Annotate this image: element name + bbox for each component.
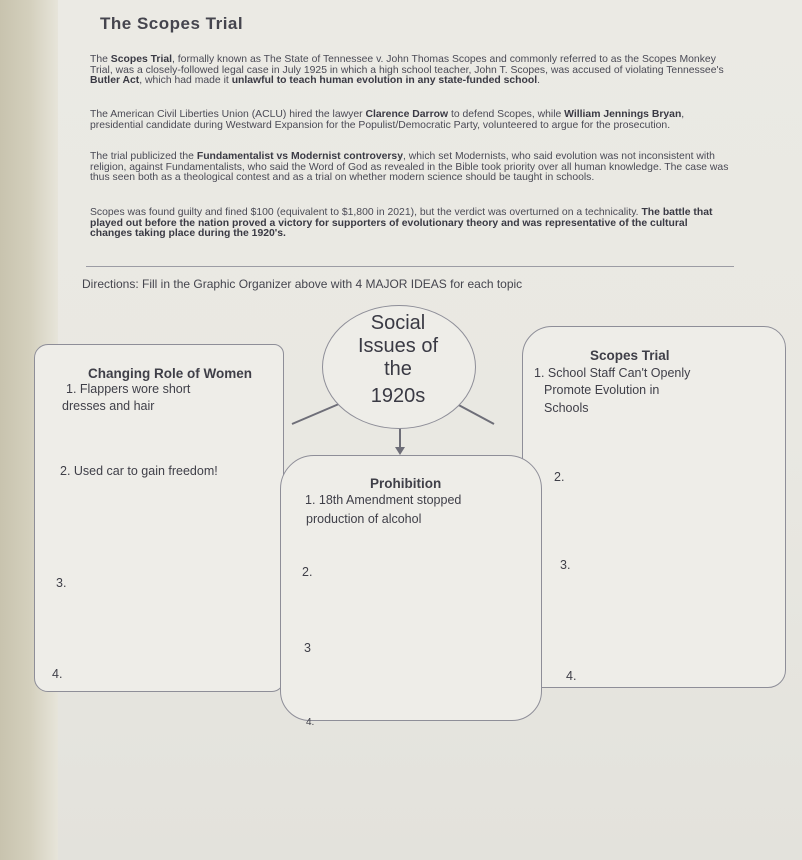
right-item-1-line-1: 1. School Staff Can't Openly [534, 366, 691, 380]
text-run-0: The [90, 54, 111, 65]
bold-run-3: William Jennings Bryan [564, 109, 682, 120]
center-line-3: the [384, 358, 412, 380]
right-item-1-line-2: Promote Evolution in [544, 383, 660, 397]
left-item-1-line-2: dresses and hair [62, 399, 155, 413]
right-header: Scopes Trial [590, 348, 670, 363]
middle-header: Prohibition [370, 476, 442, 491]
bold-run-5: unlawful to teach human evolution in any state-funded school [231, 75, 538, 87]
bold-run-1: The battle that played out before the nation proved a victory for supporters of evolutionary theory and was representative of the cultural changes taking place during the 1920's. [90, 207, 713, 240]
left-item-2: 2. Used car to gain freedom! [60, 464, 218, 478]
page-title: The Scopes Trial [100, 14, 244, 33]
middle-item-3: 3 [304, 641, 311, 655]
right-item-4: 4. [566, 669, 577, 683]
text-run-2: , formally known as The State of Tennessee v. John Thomas Scopes and commonly referred to as the Scopes Monkey Trial, was a closely-followed legal case in July 1925 in which a high school teacher, John T. Scopes, was accused of violating Tennessee's [90, 54, 724, 76]
left-item-3: 3. [56, 576, 67, 590]
bold-run-1: Scopes Trial [110, 54, 173, 65]
center-line-4: 1920s [370, 385, 426, 407]
center-line-1: Social [370, 312, 426, 334]
middle-item-1-line-1: 1. 18th Amendment stopped [305, 493, 462, 507]
text-run-2: , which set Modernists, who said evolution was not inconsistent with religion, against Fundamentalists, who said the Word of God as revealed in the Bible took priority over all human knowledge. The case was thus seen both as a theological contest and as a trial on whether modern science should be taught in schools. [90, 151, 729, 184]
text-run-0: The trial publicized the [90, 151, 197, 162]
left-item-4: 4. [52, 667, 63, 681]
text-run-4: , presidential candidate during Westward Expansion for the Populist/Democratic Party, volunteered to argue for the prosecution. [90, 109, 685, 131]
text-run-0: The American Civil Liberties Union (ACLU) hired the lawyer [90, 109, 366, 120]
middle-item-1-line-2: production of alcohol [306, 512, 422, 526]
bold-run-1: Fundamentalist vs Modernist controversy [196, 151, 403, 162]
directions-text: Directions: Fill in the Graphic Organizer above with 4 MAJOR IDEAS for each topic [82, 277, 523, 291]
left-header: Changing Role of Women [88, 366, 252, 381]
right-item-2: 2. [554, 470, 565, 484]
left-item-1-line-1: 1. Flappers wore short [66, 382, 191, 396]
bold-run-1: Clarence Darrow [365, 109, 449, 120]
text-run-0: Scopes was found guilty and fined $100 (equivalent to $1,800 in 2021), but the verdict was overturned on a technicality. [90, 207, 642, 218]
middle-item-4: 4. [306, 717, 315, 728]
right-item-3: 3. [560, 558, 571, 572]
center-line-2: Issues of [357, 335, 439, 357]
text-run-6: . [537, 75, 540, 87]
text-run-4: , which had made it [139, 75, 232, 87]
right-item-1-line-3: Schools [544, 401, 589, 415]
bold-run-3: Butler Act [90, 75, 140, 87]
text-run-2: to defend Scopes, while [448, 109, 565, 120]
connector-arrowhead [395, 447, 405, 455]
middle-item-2: 2. [302, 565, 313, 579]
center-title [322, 312, 474, 408]
